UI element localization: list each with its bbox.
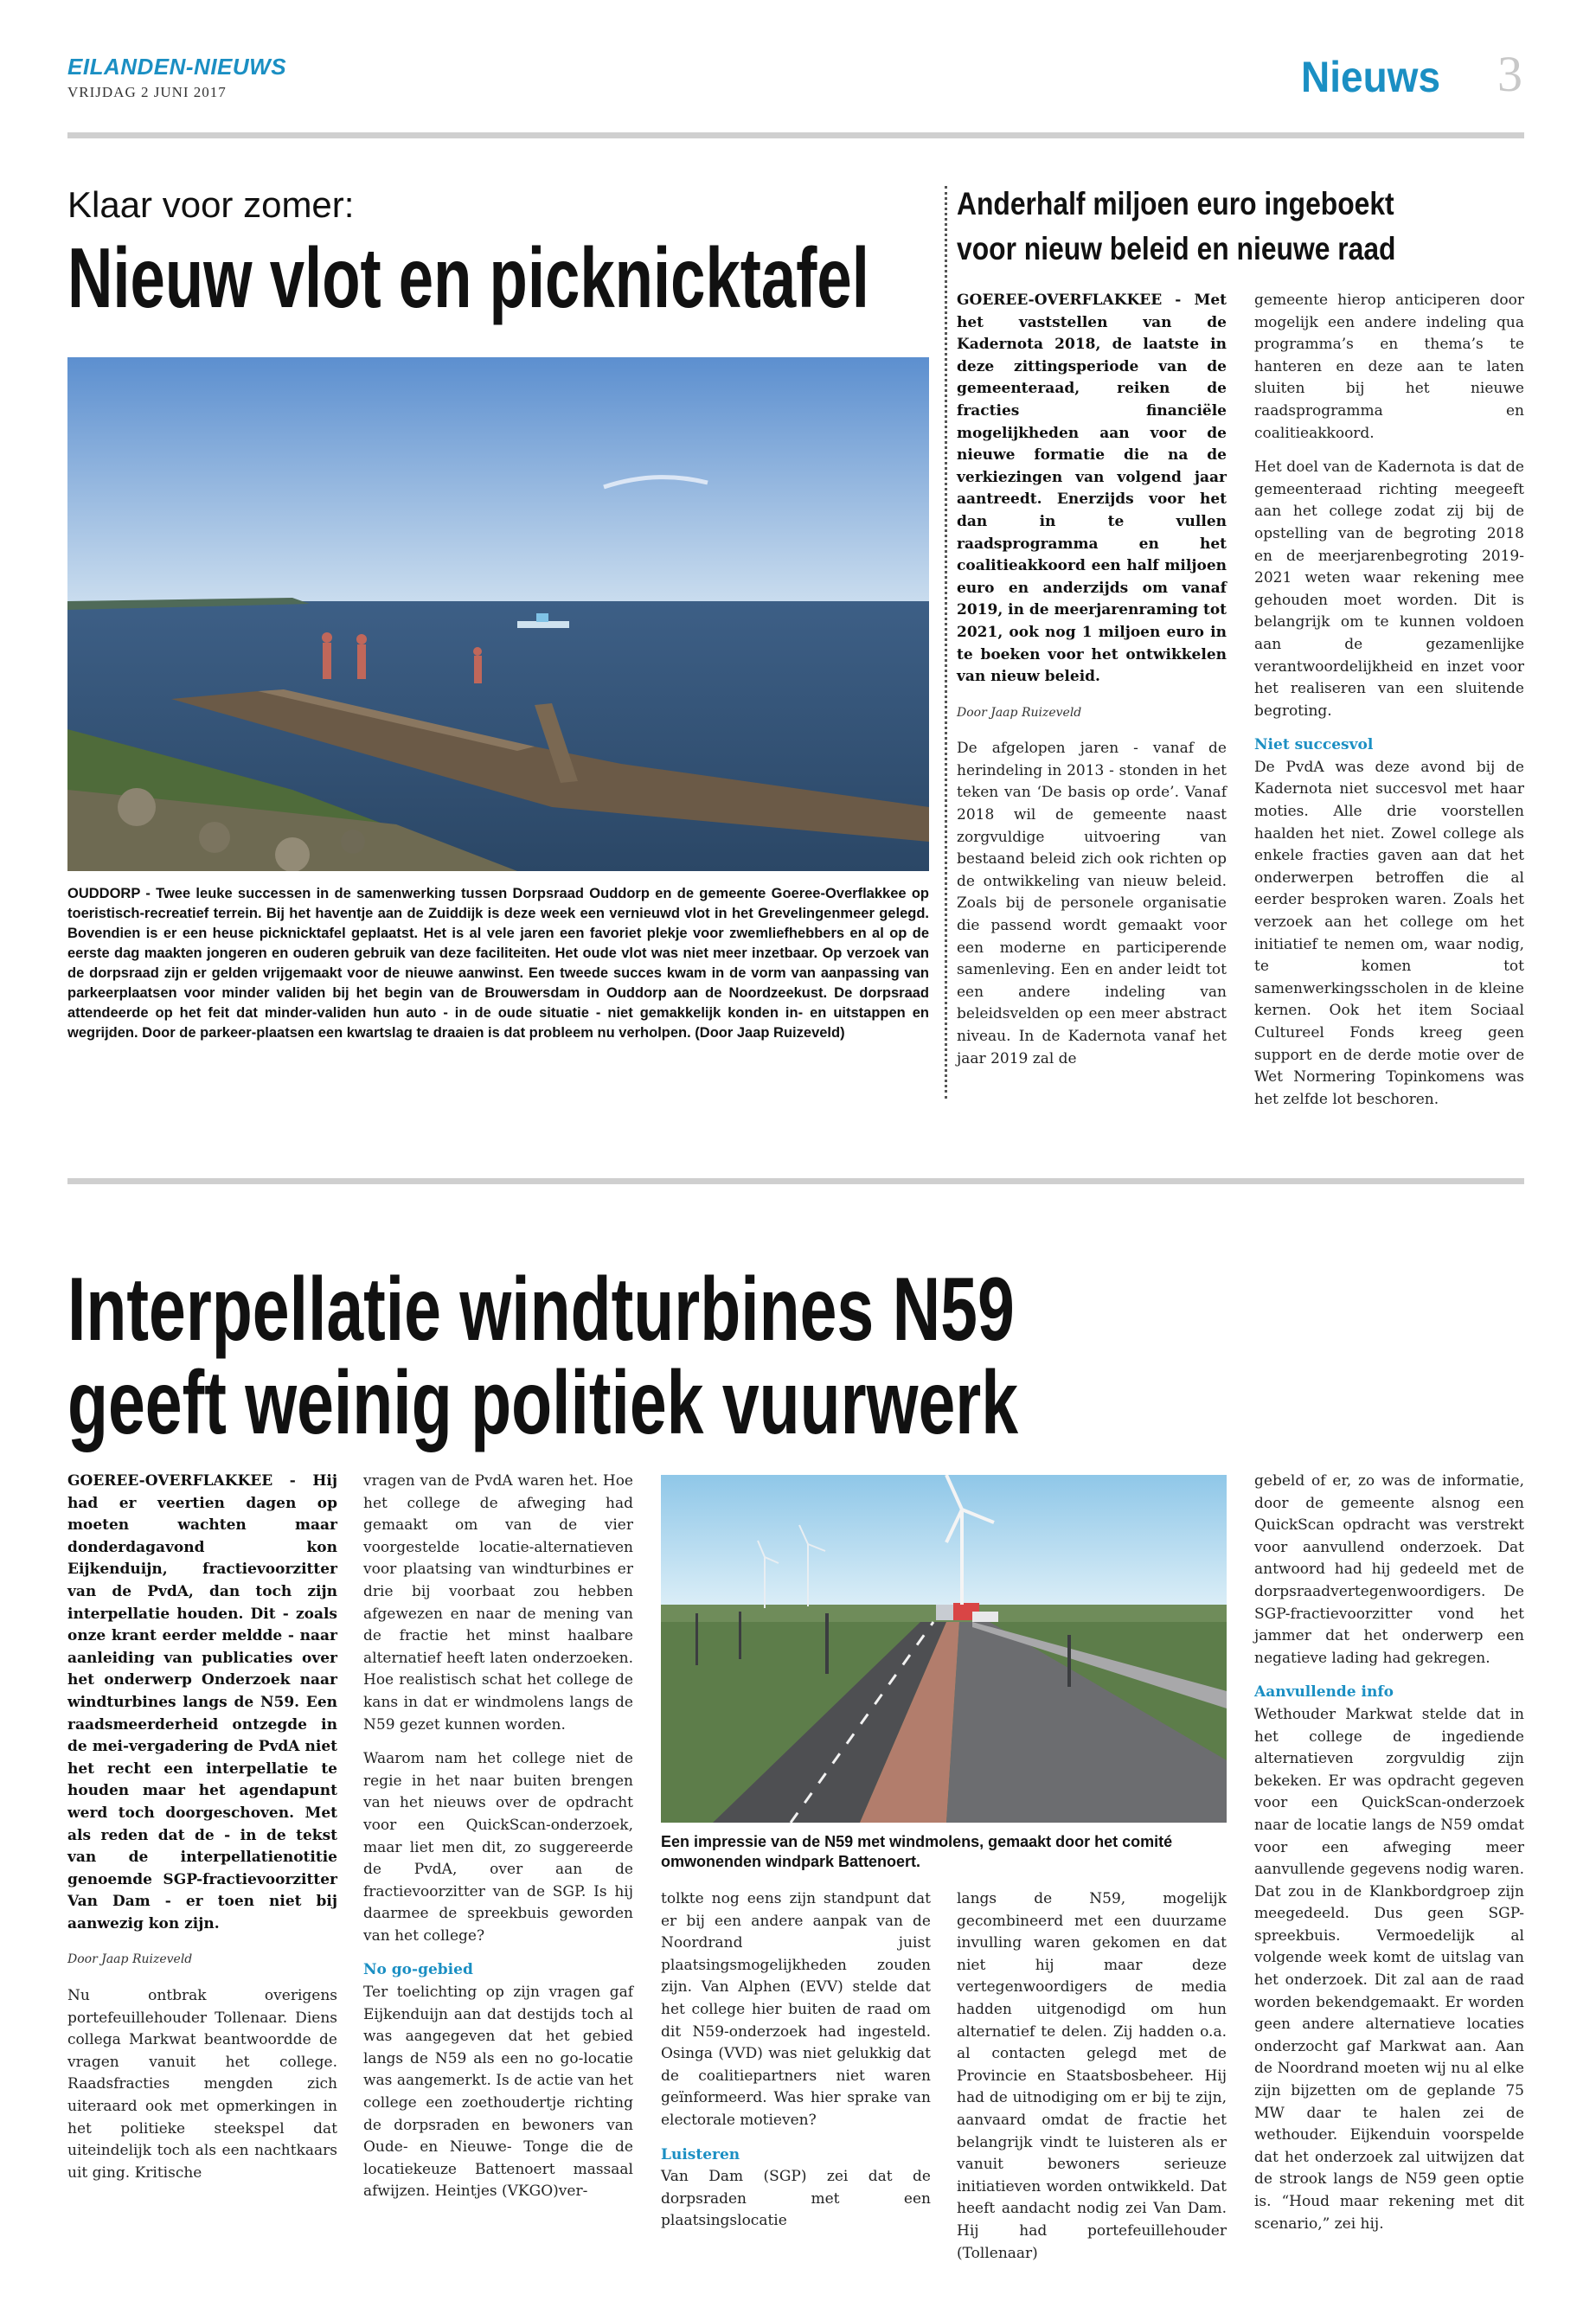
article3-subtitle: Aanvullende info: [1254, 1683, 1394, 1702]
n59-image-caption: Een impressie van de N59 met windmolens, gemaakt door het comité omwonenden windpark Battenoert.: [661, 1833, 1173, 1870]
article3-column5: [1254, 1471, 1524, 2247]
article3-lead: GOEREE-OVERFLAKKEE - Hij had er veertien dagen op moeten wachten maar donderdagavond kon Eijkenduijn, fractievoorzitter van de PvdA, dan toch zijn interpellatie houden. Dit - zoals onze krant eerder meldde - naar aanleiding van publicaties over het onderwerp Onderzoek naar windturbines langs de N59. Een raadsmeerderheid ontzegde in de mei-vergadering de PvdA niet het recht een interpellatie te houden maar het agendapunt werd toch doorgeschoven. Met als reden dat de - in de tekst van de interpellatienotitie genoemde SGP-fractievoorzitter Van Dam - er toen niet bij aanwezig kon zijn.: [67, 1472, 337, 1932]
article3-headline-line2: geeft weinig politiek vuurwerk: [67, 1353, 1019, 1453]
page-number: 3: [1497, 46, 1522, 102]
article3-paragraph: Waarom nam het college niet de regie in het naar buiten brengen van het nieuws over de opdracht voor een QuickScan-onderzoek, maar liet men dit, zo suggereerde de PvdA, over aan de fractievoorzitter van de SGP. Is hij daarmee de spreekbuis geworden van het college?: [363, 1750, 633, 1945]
article2-paragraph: De afgelopen jaren - vanaf de herindeling in 2013 - stonden in het teken van ‘De basis op orde’. Vanaf 2018 wil de gemeente naast zorgvuldige uitvoering van bestaand beleid zich ook richten op de ontwikkeling van nieuw beleid. Zoals bij de personele organisatie die passend wordt gemaakt voor een moderne en participerende samenleving. Een en ander leidt tot een andere indeling van beleidsvelden op een meer abstract niveau. In de Kadernota vanaf het jaar 2019 zal de: [957, 740, 1227, 1067]
article3-paragraph: vragen van de PvdA waren het. Hoe het college de afweging had gemaakt om van de vier voorgestelde locatie-alternatieven voor plaatsing van windturbines er drie bij voorbaat zou hebben afgewezen en naar de mening van de fractie het minst haalbare alternatief heeft laten onderzoeken. Hoe realistisch schat het college de kans in dat er windmolens langs de N59 gezet kunnen worden.: [363, 1472, 633, 1734]
article2-headline-line1: Anderhalf miljoen euro ingeboekt: [957, 186, 1394, 221]
article1-kicker: Klaar voor zomer:: [67, 184, 355, 225]
article3-column3: [661, 1888, 931, 2245]
article3-paragraph: Wethouder Markwat stelde dat in het college de ingediende alternatieven zorgvuldig zijn bekeken. Er was opdracht gegeven voor een QuickScan-onderzoek naar de locatie langs de N59 omdat voor een afweging meer aanvullende gegevens nodig waren. Dat zou in de Klankbordgroep zijn meegedeeld. Dus geen SGP-spreekbuis. Vermoedelijk al volgende week komt de uitslag van het onderzoek. Dit zal aan de raad worden bekendgemaakt. Er worden geen andere alternatieve locaties onderzocht gaf Markwat aan. Aan de Noordrand moeten wij nu al elke zijn bijzetten om de geplande 75 MW daar te halen zei de wethouder. Eijkenduin voorspelde dat het onderzoek zal uitwijzen dat de strook langs de N59 geen optie is. “Houd maar rekening met dit scenario,” zei hij.: [1254, 1705, 1524, 2233]
article1-headline: Nieuw vlot en picknicktafel: [67, 230, 869, 325]
article3-paragraph: tolkte nog eens zijn standpunt dat er bij een andere aanpak van de Noordrand juist plaatsingsmogelijkheden zouden zijn. Van Alphen (EVV) stelde dat het college hier buiten de raad om dit N59-onderzoek had ingesteld. Osinga (VVD) was niet gelukkig dat de coalitiepartners niet waren geïnformeerd. Was hier sprake van electorale motieven?: [661, 1890, 931, 2129]
article2-column1: [957, 290, 1227, 1082]
column-divider: [945, 186, 947, 1099]
article3-paragraph: langs de N59, mogelijk gecombineerd met een duurzame invulling waren gekomen en dat niet hij maar deze vertegenwoordigers de media hadden uitgenodigd om hun alternatief te delen. Zij hadden o.a. al contacten gelegd met de Provincie en Staatsbosbeheer. Hij had de uitnodiging om er bij te zijn, aanvaard omdat de fractie het belangrijk vindt te luisteren als er vanuit bewoners serieuze initiatieven worden ontwikkeld. Dat heeft aandacht nodig zei Van Dam. Hij had portefeuillehouder (Tollenaar): [957, 1890, 1227, 2262]
publication-logo: EILANDEN-NIEUWS: [67, 54, 287, 80]
article2-paragraph: Het doel van de Kadernota is dat de gemeenteraad richting meegeeft aan het college zodat zij bij de opstelling van de begroting 2018 en de meerjarenbegroting 2019-2021 weten waar rekening mee gehouden moet worden. Dit is belangrijk om te kunnen voldoen aan de gezamenlijke verantwoordelijkheid en inzet voor het realiseren van een sluitende begroting.: [1254, 458, 1524, 720]
article3-subtitle: Luisteren: [661, 2145, 740, 2163]
raft-photo: [67, 357, 929, 871]
article2-paragraph: gemeente hierop anticiperen door mogelijk een andere indeling qua programma’s en thema’s te hanteren en deze aan te laten sluiten bij het nieuwe raadsprogramma en coalitieakkoord.: [1254, 292, 1524, 442]
article2-column2: [1254, 290, 1524, 1123]
section-title: Nieuws: [1300, 53, 1440, 101]
section-rule: [67, 1178, 1524, 1184]
article2-byline: Door Jaap Ruizeveld: [957, 705, 1082, 720]
n59-impression-image: [661, 1475, 1227, 1823]
header-rule: [67, 132, 1524, 138]
article3-subtitle: No go-gebied: [363, 1961, 473, 1979]
article3-paragraph: Ter toelichting op zijn vragen gaf Eijkenduijn aan dat destijds toch al was aangegeven dat het gebied langs de N59 als een no go-locatie was aangemerkt. Is de actie van het college een zoethoudertje richting de dorpsraden en bewoners van Oude- en Nieuwe- Tonge die de locatiekeuze Battenoert massaal afwijzen. Heintjes (VKGO)ver-: [363, 1984, 633, 2201]
article1-caption: OUDDORP - Twee leuke successen in de samenwerking tussen Dorpsraad Ouddorp en de gemeente Goeree-Overflakkee op toeristisch-recreatief terrein. Bij het haventje aan de Zuiddijk is deze week een vernieuwd vlot in het Grevelingenmeer gelegd. Bovendien is er een heuse picknicktafel geplaatst. Het is al vele jaren een favoriet plekje voor zwemliefhebbers en al op de eerste dag maakten jongeren en ouderen gebruik van deze faciliteiten. Het oude vlot was niet meer inzetbaar. Op verzoek van de dorpsraad zijn er gelden vrijgemaakt voor de nieuwe aanwinst. Een tweede succes kwam in de vorm van aanpassing van parkeerplaatsen voor minder validen bij het begin van de Brouwersdam in Ouddorp aan de Noordzeekust. De dorpsraad attendeerde op het feit dat minder-validen hun auto - in de oude situatie - niet gemakkelijk konden in- en uitstappen en wegrijden. Door de parkeer-plaatsen een kwartslag te draaien is dat probleem nu verholpen. (Door Jaap Ruizeveld): [67, 886, 929, 1041]
article3-paragraph: Nu ontbrak overigens portefeuillehouder Tollenaar. Diens collega Markwat beantwoordde de vragen vanuit het college. Raadsfracties mengden zich uiteraard ook met opmerkingen in het politieke steekspel dat uiteindelijk toch als een nachtkaars uit ging. Kritische: [67, 1987, 337, 2182]
article2-headline-line2: voor nieuw beleid en nieuwe raad: [957, 231, 1396, 266]
article3-byline: Door Jaap Ruizeveld: [67, 1952, 193, 1967]
article2-subtitle: Niet succesvol: [1254, 736, 1374, 754]
article3-column2: [363, 1471, 633, 2215]
article2-lead: GOEREE-OVERFLAKKEE - Met het vaststellen van de Kadernota 2018, de laatste in deze zittingsperiode van de gemeenteraad, reiken de fracties financiële mogelijkheden aan voor de nieuwe formatie die na de verkiezingen van volgend jaar aantreedt. Enerzijds voor het dan in te vullen raadsprogramma en het coalitieakkoord een half miljoen euro en anderzijds om vanaf 2019, in de meerjarenraming tot 2021, ook nog 1 miljoen euro in te boeken voor het ontwikkelen van nieuw beleid.: [957, 292, 1227, 686]
article2-paragraph: De PvdA was deze avond bij de Kadernota niet succesvol met haar moties. Alle drie voorstellen haalden het niet. Zowel college als enkele fracties gaven aan dat het onderwerpen betroffen die al eerder besproken waren. Zoals het verzoek aan het college om het initiatief te nemen om, waar nodig, te komen tot samenwerkingsscholen in de kleine kernen. Ook het item Sociaal Cultureel Fonds kreeg geen support en de derde motie over de Wet Normering Topinkomens was het zelfde lot beschoren.: [1254, 758, 1524, 1108]
article3-paragraph: Van Dam (SGP) zei dat de dorpsraden met een plaatsingslocatie: [661, 2168, 931, 2230]
article3-paragraph: gebeld of er, zo was de informatie, door de gemeente alsnog een QuickScan opdracht was verstrekt voor aanvullend onderzoek. Dat antwoord had hij gedeeld met de dorpsraadvertegenwoordigers. De SGP-fractievoorzitter vond het jammer dat het onderwerp een negatieve lading had gekregen.: [1254, 1472, 1524, 1667]
article3-column1: [67, 1471, 337, 2196]
article3-headline-line1: Interpellatie windturbines N59: [67, 1259, 1015, 1360]
article3-column4: [957, 1888, 1227, 2277]
issue-date: VRIJDAG 2 JUNI 2017: [67, 84, 227, 100]
